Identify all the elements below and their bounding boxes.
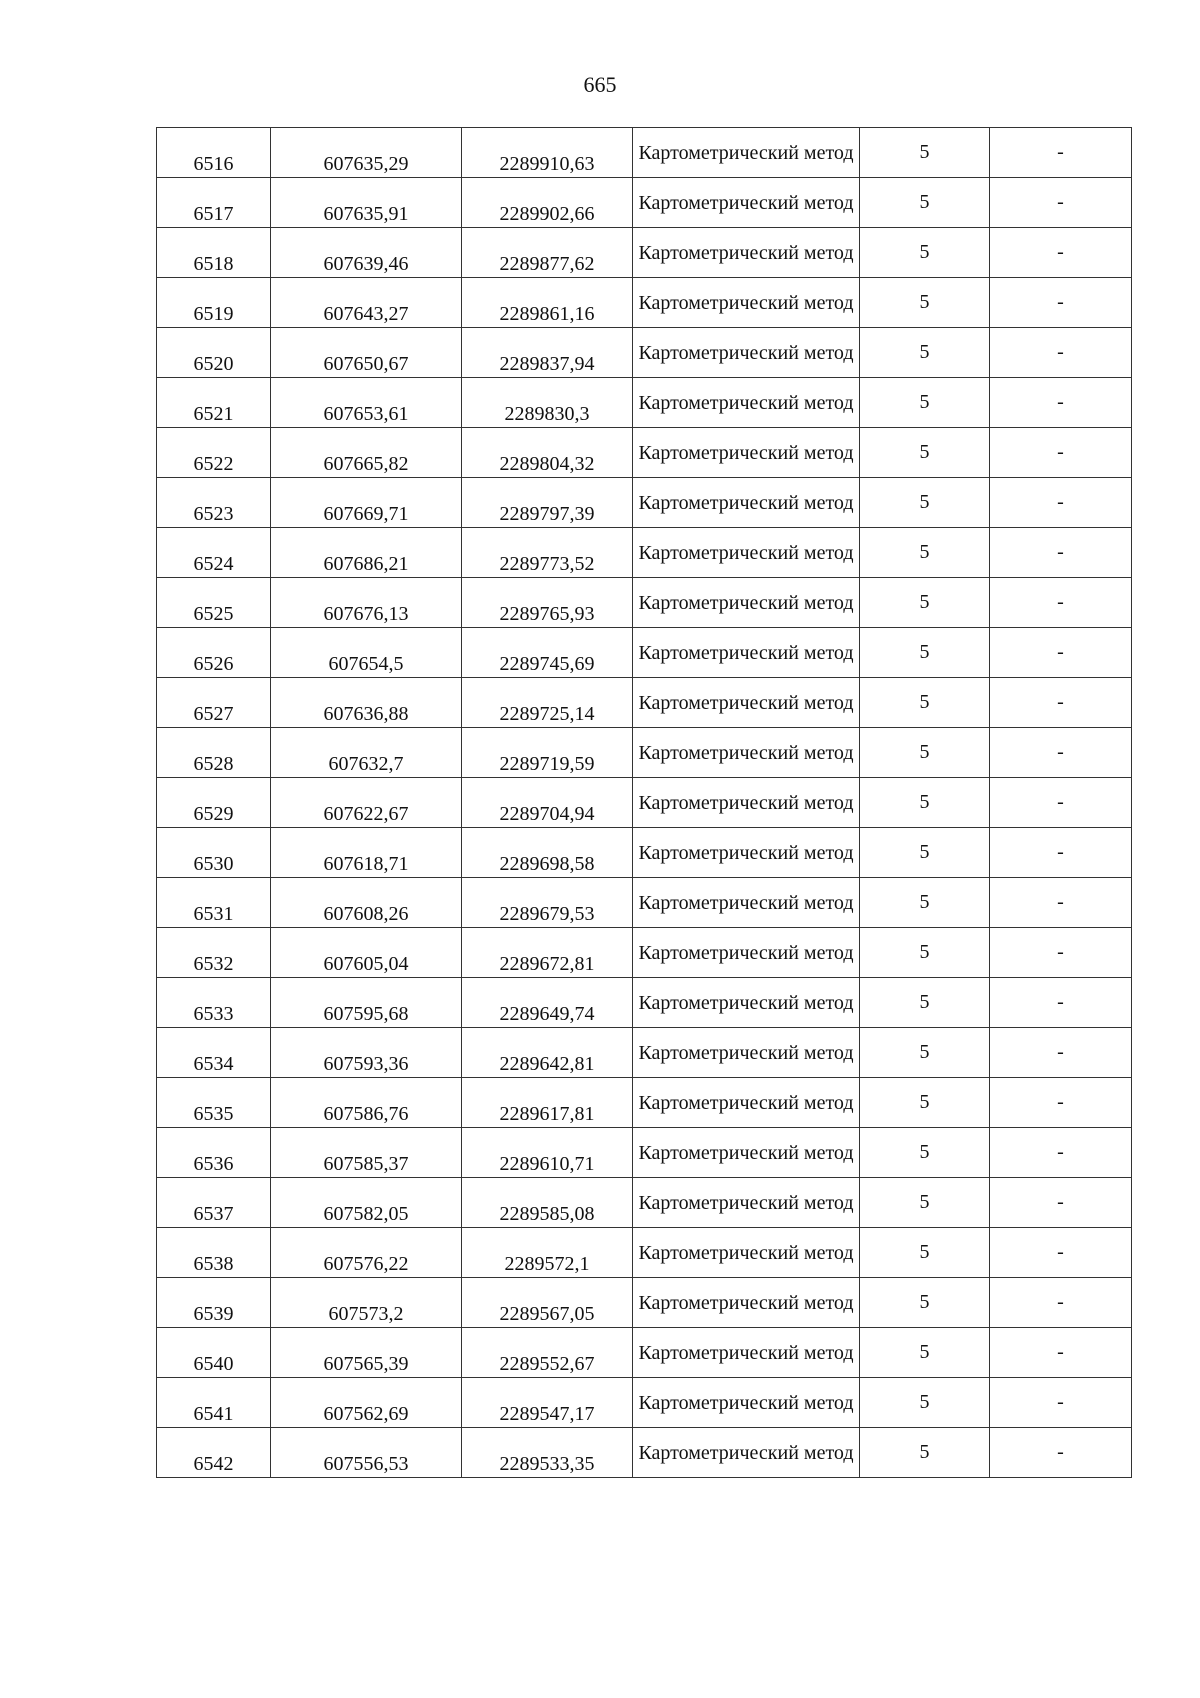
x-coordinate-cell: 607632,7: [271, 728, 462, 778]
coordinates-table: [156, 127, 1132, 1478]
accuracy-cell: 5: [860, 328, 990, 378]
method-cell: [633, 128, 860, 178]
method-text: Картометрический метод: [638, 891, 854, 914]
accuracy-cell: 5: [860, 1428, 990, 1478]
y-coordinate-cell: 2289698,58: [462, 828, 633, 878]
table-row: [157, 578, 1132, 628]
method-text: Картометрический метод: [638, 391, 854, 414]
note-cell: -: [990, 1428, 1132, 1478]
x-coordinate-cell: 607618,71: [271, 828, 462, 878]
point-number-cell: 6535: [157, 1078, 271, 1128]
method-text: Картометрический метод: [638, 691, 854, 714]
y-coordinate-cell: 2289585,08: [462, 1178, 633, 1228]
accuracy-cell: 5: [860, 1378, 990, 1428]
accuracy-cell: 5: [860, 1278, 990, 1328]
note-cell: -: [990, 978, 1132, 1028]
y-coordinate-cell: 2289745,69: [462, 628, 633, 678]
table-row: [157, 678, 1132, 728]
table-row: [157, 478, 1132, 528]
table-row: [157, 178, 1132, 228]
point-number-cell: 6537: [157, 1178, 271, 1228]
method-cell: [633, 328, 860, 378]
y-coordinate-cell: 2289617,81: [462, 1078, 633, 1128]
point-number-cell: 6519: [157, 278, 271, 328]
point-number-cell: 6517: [157, 178, 271, 228]
point-number-cell: 6527: [157, 678, 271, 728]
x-coordinate-cell: 607635,29: [271, 128, 462, 178]
method-text: Картометрический метод: [638, 991, 854, 1014]
point-number-cell: 6518: [157, 228, 271, 278]
point-number-cell: 6542: [157, 1428, 271, 1478]
method-text: Картометрический метод: [638, 491, 854, 514]
x-coordinate-cell: 607654,5: [271, 628, 462, 678]
note-cell: -: [990, 928, 1132, 978]
method-text: Картометрический метод: [638, 141, 854, 164]
y-coordinate-cell: 2289797,39: [462, 478, 633, 528]
table-row: [157, 428, 1132, 478]
method-cell: [633, 1178, 860, 1228]
point-number-cell: 6529: [157, 778, 271, 828]
method-cell: [633, 978, 860, 1028]
method-text: Картометрический метод: [638, 1291, 854, 1314]
method-cell: [633, 678, 860, 728]
x-coordinate-cell: 607608,26: [271, 878, 462, 928]
note-cell: -: [990, 828, 1132, 878]
accuracy-cell: 5: [860, 878, 990, 928]
x-coordinate-cell: 607593,36: [271, 1028, 462, 1078]
method-cell: [633, 1328, 860, 1378]
point-number-cell: 6531: [157, 878, 271, 928]
method-cell: [633, 728, 860, 778]
y-coordinate-cell: 2289719,59: [462, 728, 633, 778]
point-number-cell: 6541: [157, 1378, 271, 1428]
table-row: [157, 828, 1132, 878]
x-coordinate-cell: 607669,71: [271, 478, 462, 528]
note-cell: -: [990, 1078, 1132, 1128]
accuracy-cell: 5: [860, 928, 990, 978]
y-coordinate-cell: 2289572,1: [462, 1228, 633, 1278]
y-coordinate-cell: 2289704,94: [462, 778, 633, 828]
x-coordinate-cell: 607650,67: [271, 328, 462, 378]
table-row: [157, 928, 1132, 978]
note-cell: -: [990, 578, 1132, 628]
note-cell: -: [990, 1228, 1132, 1278]
x-coordinate-cell: 607605,04: [271, 928, 462, 978]
accuracy-cell: 5: [860, 828, 990, 878]
note-cell: -: [990, 1128, 1132, 1178]
x-coordinate-cell: 607582,05: [271, 1178, 462, 1228]
method-cell: [633, 378, 860, 428]
method-cell: [633, 478, 860, 528]
method-text: Картометрический метод: [638, 1091, 854, 1114]
x-coordinate-cell: 607565,39: [271, 1328, 462, 1378]
method-cell: [633, 428, 860, 478]
y-coordinate-cell: 2289672,81: [462, 928, 633, 978]
method-text: Картометрический метод: [638, 441, 854, 464]
note-cell: -: [990, 328, 1132, 378]
method-cell: [633, 1378, 860, 1428]
point-number-cell: 6540: [157, 1328, 271, 1378]
table-row: [157, 278, 1132, 328]
y-coordinate-cell: 2289877,62: [462, 228, 633, 278]
accuracy-cell: 5: [860, 1328, 990, 1378]
y-coordinate-cell: 2289552,67: [462, 1328, 633, 1378]
note-cell: -: [990, 378, 1132, 428]
method-text: Картометрический метод: [638, 941, 854, 964]
x-coordinate-cell: 607653,61: [271, 378, 462, 428]
method-cell: [633, 1128, 860, 1178]
method-text: Картометрический метод: [638, 841, 854, 864]
accuracy-cell: 5: [860, 1078, 990, 1128]
table-row: [157, 328, 1132, 378]
y-coordinate-cell: 2289567,05: [462, 1278, 633, 1328]
method-cell: [633, 828, 860, 878]
x-coordinate-cell: 607635,91: [271, 178, 462, 228]
y-coordinate-cell: 2289642,81: [462, 1028, 633, 1078]
method-text: Картометрический метод: [638, 1141, 854, 1164]
method-cell: [633, 1228, 860, 1278]
method-text: Картометрический метод: [638, 191, 854, 214]
method-cell: [633, 628, 860, 678]
x-coordinate-cell: 607556,53: [271, 1428, 462, 1478]
note-cell: -: [990, 278, 1132, 328]
x-coordinate-cell: 607636,88: [271, 678, 462, 728]
note-cell: -: [990, 628, 1132, 678]
table-row: [157, 528, 1132, 578]
point-number-cell: 6539: [157, 1278, 271, 1328]
accuracy-cell: 5: [860, 428, 990, 478]
x-coordinate-cell: 607665,82: [271, 428, 462, 478]
x-coordinate-cell: 607576,22: [271, 1228, 462, 1278]
point-number-cell: 6532: [157, 928, 271, 978]
method-text: Картометрический метод: [638, 591, 854, 614]
accuracy-cell: 5: [860, 628, 990, 678]
point-number-cell: 6520: [157, 328, 271, 378]
y-coordinate-cell: 2289910,63: [462, 128, 633, 178]
x-coordinate-cell: 607585,37: [271, 1128, 462, 1178]
note-cell: -: [990, 1028, 1132, 1078]
accuracy-cell: 5: [860, 478, 990, 528]
accuracy-cell: 5: [860, 1178, 990, 1228]
table-row: [157, 728, 1132, 778]
note-cell: -: [990, 228, 1132, 278]
method-text: Картометрический метод: [638, 1341, 854, 1364]
page-number: 665: [583, 72, 617, 97]
point-number-cell: 6538: [157, 1228, 271, 1278]
x-coordinate-cell: 607586,76: [271, 1078, 462, 1128]
y-coordinate-cell: 2289902,66: [462, 178, 633, 228]
x-coordinate-cell: 607686,21: [271, 528, 462, 578]
note-cell: -: [990, 528, 1132, 578]
point-number-cell: 6534: [157, 1028, 271, 1078]
table-row: [157, 378, 1132, 428]
method-cell: [633, 1078, 860, 1128]
table-row: [157, 1328, 1132, 1378]
table-row: [157, 1028, 1132, 1078]
table-row: [157, 1178, 1132, 1228]
table-row: [157, 1278, 1132, 1328]
point-number-cell: 6525: [157, 578, 271, 628]
method-text: Картометрический метод: [638, 641, 854, 664]
accuracy-cell: 5: [860, 1128, 990, 1178]
method-text: Картометрический метод: [638, 1191, 854, 1214]
method-text: Картометрический метод: [638, 1441, 854, 1464]
point-number-cell: 6524: [157, 528, 271, 578]
method-text: Картометрический метод: [638, 541, 854, 564]
x-coordinate-cell: 607562,69: [271, 1378, 462, 1428]
method-text: Картометрический метод: [638, 1391, 854, 1414]
accuracy-cell: 5: [860, 228, 990, 278]
y-coordinate-cell: 2289547,17: [462, 1378, 633, 1428]
point-number-cell: 6526: [157, 628, 271, 678]
accuracy-cell: 5: [860, 778, 990, 828]
method-cell: [633, 928, 860, 978]
note-cell: -: [990, 478, 1132, 528]
table-row: [157, 1128, 1132, 1178]
note-cell: -: [990, 1378, 1132, 1428]
accuracy-cell: 5: [860, 278, 990, 328]
x-coordinate-cell: 607639,46: [271, 228, 462, 278]
note-cell: -: [990, 728, 1132, 778]
accuracy-cell: 5: [860, 1028, 990, 1078]
note-cell: -: [990, 128, 1132, 178]
method-text: Картометрический метод: [638, 1241, 854, 1264]
table-row: [157, 1228, 1132, 1278]
point-number-cell: 6523: [157, 478, 271, 528]
table-row: [157, 228, 1132, 278]
x-coordinate-cell: 607622,67: [271, 778, 462, 828]
point-number-cell: 6516: [157, 128, 271, 178]
method-cell: [633, 1278, 860, 1328]
point-number-cell: 6522: [157, 428, 271, 478]
x-coordinate-cell: 607643,27: [271, 278, 462, 328]
method-text: Картометрический метод: [638, 1041, 854, 1064]
accuracy-cell: 5: [860, 128, 990, 178]
table-row: [157, 1078, 1132, 1128]
accuracy-cell: 5: [860, 728, 990, 778]
x-coordinate-cell: 607595,68: [271, 978, 462, 1028]
x-coordinate-cell: 607573,2: [271, 1278, 462, 1328]
y-coordinate-cell: 2289804,32: [462, 428, 633, 478]
y-coordinate-cell: 2289837,94: [462, 328, 633, 378]
table-row: [157, 628, 1132, 678]
table-row: [157, 128, 1132, 178]
table-row: [157, 1428, 1132, 1478]
method-cell: [633, 578, 860, 628]
table-body: [157, 128, 1132, 1478]
method-cell: [633, 1428, 860, 1478]
y-coordinate-cell: 2289649,74: [462, 978, 633, 1028]
method-cell: [633, 1028, 860, 1078]
point-number-cell: 6530: [157, 828, 271, 878]
method-text: Картометрический метод: [638, 341, 854, 364]
y-coordinate-cell: 2289861,16: [462, 278, 633, 328]
method-cell: [633, 878, 860, 928]
note-cell: -: [990, 1328, 1132, 1378]
accuracy-cell: 5: [860, 678, 990, 728]
y-coordinate-cell: 2289773,52: [462, 528, 633, 578]
accuracy-cell: 5: [860, 378, 990, 428]
note-cell: -: [990, 678, 1132, 728]
table-row: [157, 978, 1132, 1028]
note-cell: -: [990, 178, 1132, 228]
method-cell: [633, 178, 860, 228]
y-coordinate-cell: 2289610,71: [462, 1128, 633, 1178]
y-coordinate-cell: 2289830,3: [462, 378, 633, 428]
point-number-cell: 6528: [157, 728, 271, 778]
method-cell: [633, 528, 860, 578]
accuracy-cell: 5: [860, 178, 990, 228]
accuracy-cell: 5: [860, 578, 990, 628]
accuracy-cell: 5: [860, 1228, 990, 1278]
note-cell: -: [990, 878, 1132, 928]
y-coordinate-cell: 2289533,35: [462, 1428, 633, 1478]
note-cell: -: [990, 778, 1132, 828]
method-text: Картометрический метод: [638, 291, 854, 314]
note-cell: -: [990, 1278, 1132, 1328]
accuracy-cell: 5: [860, 978, 990, 1028]
table-row: [157, 878, 1132, 928]
method-cell: [633, 278, 860, 328]
y-coordinate-cell: 2289679,53: [462, 878, 633, 928]
method-cell: [633, 228, 860, 278]
table-row: [157, 1378, 1132, 1428]
method-cell: [633, 778, 860, 828]
note-cell: -: [990, 1178, 1132, 1228]
point-number-cell: 6533: [157, 978, 271, 1028]
y-coordinate-cell: 2289725,14: [462, 678, 633, 728]
method-text: Картометрический метод: [638, 741, 854, 764]
point-number-cell: 6536: [157, 1128, 271, 1178]
method-text: Картометрический метод: [638, 241, 854, 264]
y-coordinate-cell: 2289765,93: [462, 578, 633, 628]
note-cell: -: [990, 428, 1132, 478]
table-row: [157, 778, 1132, 828]
x-coordinate-cell: 607676,13: [271, 578, 462, 628]
point-number-cell: 6521: [157, 378, 271, 428]
method-text: Картометрический метод: [638, 791, 854, 814]
accuracy-cell: 5: [860, 528, 990, 578]
